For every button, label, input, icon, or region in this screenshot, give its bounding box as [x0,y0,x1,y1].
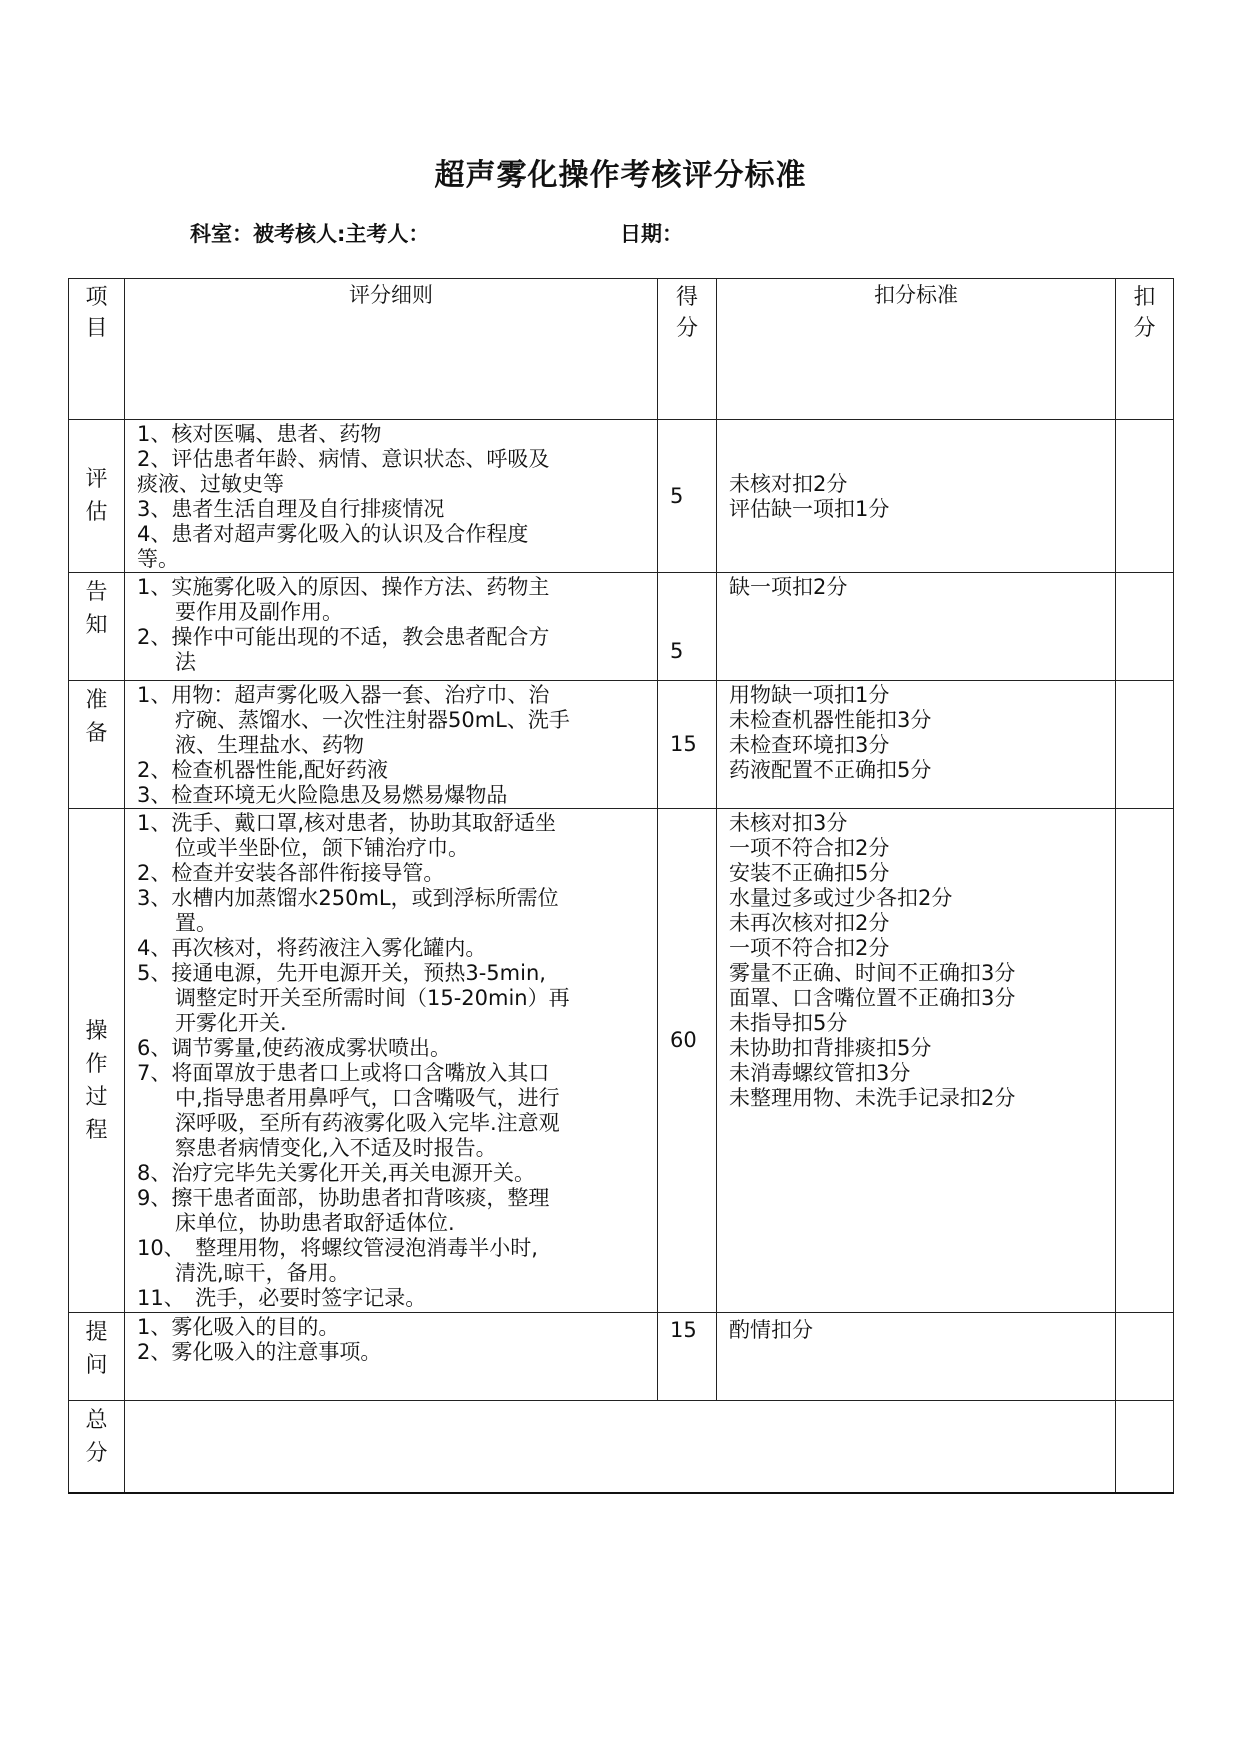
table-row [69,1313,1174,1401]
header-item: 项目 [69,279,125,420]
row-deducted [1116,573,1174,681]
row-category: 总分 [69,1401,125,1493]
row-score: 15 [658,681,717,809]
table-row [69,809,1174,1313]
row-category: 操作过程 [69,809,125,1313]
row-score: 60 [658,809,717,1313]
row-deducted [1116,1313,1174,1401]
row-category: 准备 [69,681,125,809]
row-details: 1、雾化吸入的目的。 2、雾化吸入的注意事项。 [125,1313,658,1401]
row-deduction-rules: 缺一项扣2分 [717,573,1116,681]
row-category: 告知 [69,573,125,681]
row-category: 提问 [69,1313,125,1401]
date-label: 日期： [620,222,683,246]
row-score: 5 [658,573,717,681]
row-details: 1、核对医嘱、患者、药物 2、评估患者年龄、病情、意识状态、呼吸及 痰液、过敏史等 3、患者生活自理及自行排痰情况 4、患者对超声雾化吸入的认识及合作程度 等。 [125,420,658,573]
row-details: 1、实施雾化吸入的原因、操作方法、药物主 要作用及副作用。 2、操作中可能出现的不适，教会患者配合方 法 [125,573,658,681]
row-deduction-rules: 未核对扣2分 评估缺一项扣1分 [717,420,1116,573]
row-deducted [1116,1401,1174,1493]
table-row [69,1401,1174,1493]
table-row [69,420,1174,573]
table-header-row [69,279,1174,420]
row-deducted [1116,681,1174,809]
header-score: 得分 [658,279,717,420]
scoring-table [68,278,1174,1494]
row-deduction-rules: 用物缺一项扣1分 未检查机器性能扣3分 未检查环境扣3分 药液配置不正确扣5分 [717,681,1116,809]
row-score: 5 [658,420,717,573]
total-score-cell [125,1401,1116,1493]
header-deduction-rule: 扣分标准 [717,279,1116,420]
row-deducted [1116,809,1174,1313]
table-row [69,681,1174,809]
row-details: 1、用物：超声雾化吸入器一套、治疗巾、治 疗碗、蒸馏水、一次性注射器50mL、洗手 液、生理盐水、药物 2、检查机器性能,配好药液 3、检查环境无火险隐患及易燃易爆物品 [125,681,658,809]
row-score: 15 [658,1313,717,1401]
row-category: 评估 [69,420,125,573]
row-deduction-rules: 未核对扣3分 一项不符合扣2分 安装不正确扣5分 水量过多或过少各扣2分 未再次核对扣2分 一项不符合扣2分 雾量不正确、时间不正确扣3分 面罩、口含嘴位置不正确扣3分 未指导扣5分 未协助扣背排痰扣5分 未消毒螺纹管扣3分 未整理用物、未洗手记录扣2分 [717,809,1116,1313]
row-deducted [1116,420,1174,573]
row-deduction-rules: 酌情扣分 [717,1313,1116,1401]
header-details: 评分细则 [125,279,658,420]
row-details: 1、洗手、戴口罩,核对患者，协助其取舒适坐 位或半坐卧位，颌下铺治疗巾。 2、检查并安装各部件衔接导管。 3、水槽内加蒸馏水250mL，或到浮标所需位 置。 4、再次核对，将药液注入雾化罐内。 5、接通电源，先开电源开关，预热3-5min, 调整定时开关至所需时间（15-20min）再 开雾化开关. 6、调节雾量,使药液成雾状喷出。 7、将面罩放于患者口上或将口含嘴放入其口 中,指导患者用鼻呼气，口含嘴吸气，进行 深呼吸，至所有药液雾化吸入完毕.注意观 察患者病情变化,入不适及时报告。 8、治疗完毕先关雾化开关,再关电源开关。 9、擦干患者面部，协助患者扣背咳痰，整理 床单位，协助患者取舒适体位. 10、 整理用物，将螺纹管浸泡消毒半小时, 清洗,晾干，备用。 11、 洗手，必要时签字记录。 [125,809,658,1313]
table-row [69,573,1174,681]
page-title: 超声雾化操作考核评分标准 [434,158,807,193]
exam-info-line: 科室：被考核人:主考人： [190,222,430,246]
header-deducted: 扣分 [1116,279,1174,420]
